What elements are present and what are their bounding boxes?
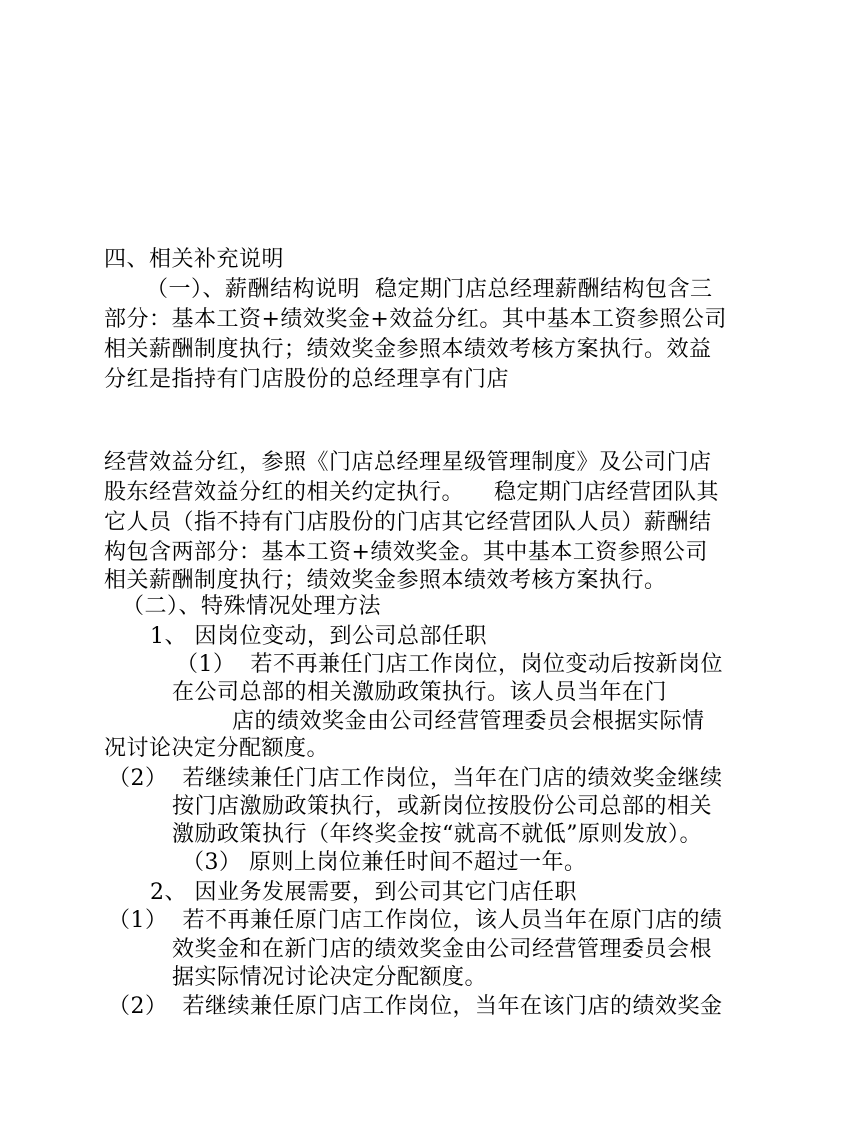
list-item: 店的绩效奖金由公司经营管理委员会根据实际情 — [232, 709, 705, 734]
list-item: （2） 若继续兼任原门店工作岗位，当年在该门店的绩效奖金 — [108, 994, 723, 1019]
item-heading: 2、 因业务发展需要，到公司其它门店任职 — [150, 880, 577, 905]
list-item: 激励政策执行（年终奖金按“就高不就低”原则发放）。 — [172, 822, 702, 847]
list-item: 效奖金和在新门店的绩效奖金由公司经营管理委员会根 — [172, 937, 713, 962]
section-heading: 四、相关补充说明 — [104, 247, 285, 272]
list-item: （3） 原则上岗位兼任时间不超过一年。 — [182, 850, 587, 875]
paragraph-line: （一）、薪酬结构说明 稳定期门店总经理薪酬结构包含三 — [146, 277, 713, 302]
list-item: 况讨论决定分配额度。 — [104, 736, 330, 761]
paragraph-line: 相关薪酬制度执行；绩效奖金参照本绩效考核方案执行。 — [104, 568, 667, 593]
list-item: （1） 若不再兼任原门店工作岗位，该人员当年在原门店的绩 — [108, 908, 723, 933]
list-item: 据实际情况讨论决定分配额度。 — [172, 965, 488, 990]
list-item: 按门店激励政策执行，或新岗位按股份公司总部的相关 — [172, 794, 713, 819]
list-item: 在公司总部的相关激励政策执行。该人员当年在门 — [172, 680, 668, 705]
list-item: （2） 若继续兼任门店工作岗位，当年在门店的绩效奖金继续 — [108, 766, 723, 791]
item-heading: 1、 因岗位变动，到公司总部任职 — [150, 624, 487, 649]
paragraph-line: 构包含两部分：基本工资+绩效奖金。其中基本工资参照公司 — [104, 540, 708, 565]
paragraph-line: 它人员（指不持有门店股份的门店其它经营团队人员）薪酬结 — [104, 510, 712, 535]
paragraph-line: 部分：基本工资+绩效奖金+效益分红。其中基本工资参照公司 — [104, 307, 727, 332]
paragraph-line: 经营效益分红，参照《门店总经理星级管理制度》及公司门店 — [104, 450, 712, 475]
paragraph-line: 分红是指持有门店股份的总经理享有门店 — [104, 367, 510, 392]
paragraph-line: 股东经营效益分红的相关约定执行。 稳定期门店经营团队其 — [104, 480, 719, 505]
list-item: （1） 若不再兼任门店工作岗位，岗位变动后按新岗位 — [176, 652, 723, 677]
paragraph-line: 相关薪酬制度执行；绩效奖金参照本绩效考核方案执行。效益 — [104, 337, 712, 362]
subsection-heading: （二）、特殊情况处理方法 — [122, 594, 382, 619]
